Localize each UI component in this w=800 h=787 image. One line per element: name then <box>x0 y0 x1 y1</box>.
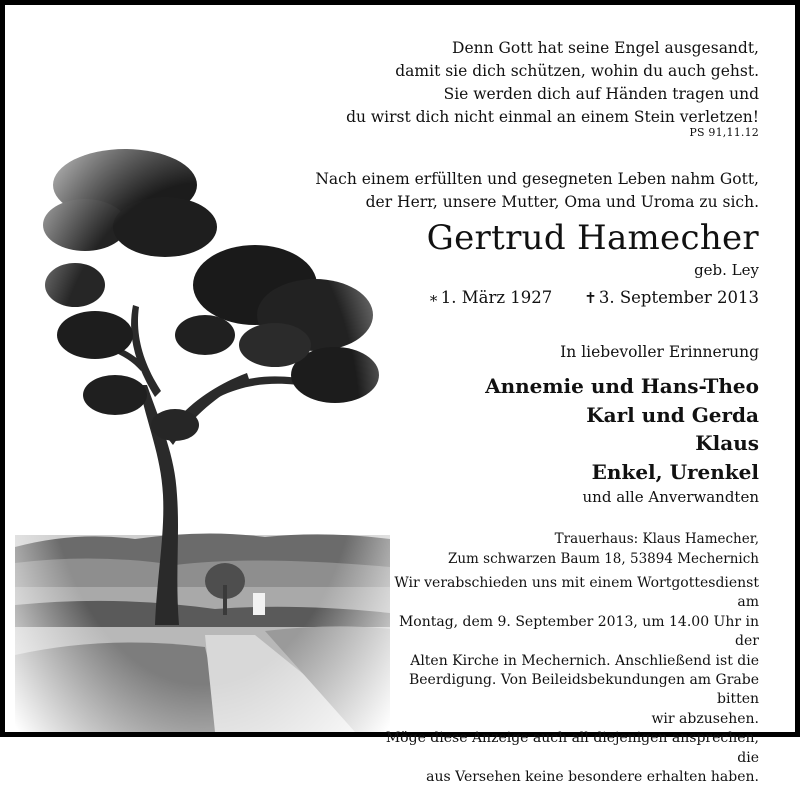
verse-line: Sie werden dich auf Händen tragen und <box>443 85 759 103</box>
family-name: Annemie und Hans-Theo <box>485 374 759 398</box>
intro-line: der Herr, unsere Mutter, Oma und Uroma zu sich. <box>365 193 759 211</box>
service-line: Beerdigung. Von Beileidsbekundungen am Grabe bitten <box>408 672 759 708</box>
maiden-name: geb. Ley <box>694 261 759 279</box>
life-dates <box>429 288 759 307</box>
service-line: Montag, dem 9. September 2013, um 14.00 Uhr in der <box>398 613 759 650</box>
service-line: Wir verabschieden uns mit einem Wortgottesdienst am <box>394 575 759 611</box>
death-cross-icon: ✝ <box>584 289 597 307</box>
service-line: Alten Kirche in Mechernich. Anschließend ist die <box>410 652 759 669</box>
verse-reference: PS 91,11.12 <box>689 126 759 139</box>
service-line: Möge diese Anzeige auch all diejenigen ansprechen, die <box>385 730 759 766</box>
verse-line: damit sie dich schützen, wohin du auch gehst. <box>395 62 759 80</box>
address-line: Trauerhaus: Klaus Hamecher, <box>554 531 759 547</box>
mourning-house-address <box>448 529 759 569</box>
death-date: 3. September 2013 <box>598 288 759 307</box>
birth-star-icon: ∗ <box>428 289 439 307</box>
address-line: Zum schwarzen Baum 18, 53894 Mechernich <box>447 551 759 567</box>
tree-landscape-photo <box>15 135 390 732</box>
verse-line: Denn Gott hat seine Engel ausgesandt, <box>452 39 759 57</box>
service-line: aus Versehen keine besondere erhalten haben. <box>426 769 759 786</box>
family-name: Karl und Gerda <box>586 402 759 427</box>
family-name: Klaus <box>695 431 759 455</box>
birth-date: 1. März 1927 <box>440 288 553 307</box>
remembrance-heading: In liebevoller Erinnerung <box>560 343 759 361</box>
mourners-list <box>419 372 759 508</box>
family-name: Enkel, Urenkel <box>591 459 759 484</box>
deceased-name: Gertrud Hamecher <box>426 218 759 258</box>
intro-line: Nach einem erfüllten und gesegneten Leben nahm Gott, <box>315 170 759 188</box>
other-relatives: und alle Anverwandten <box>582 488 759 506</box>
verse-line: du wirst dich nicht einmal an einem Stein verletzen! <box>346 108 759 126</box>
service-notice <box>379 574 759 787</box>
psalm-verse <box>289 37 759 129</box>
intro-text <box>299 168 759 214</box>
service-line: wir abzusehen. <box>651 710 759 727</box>
